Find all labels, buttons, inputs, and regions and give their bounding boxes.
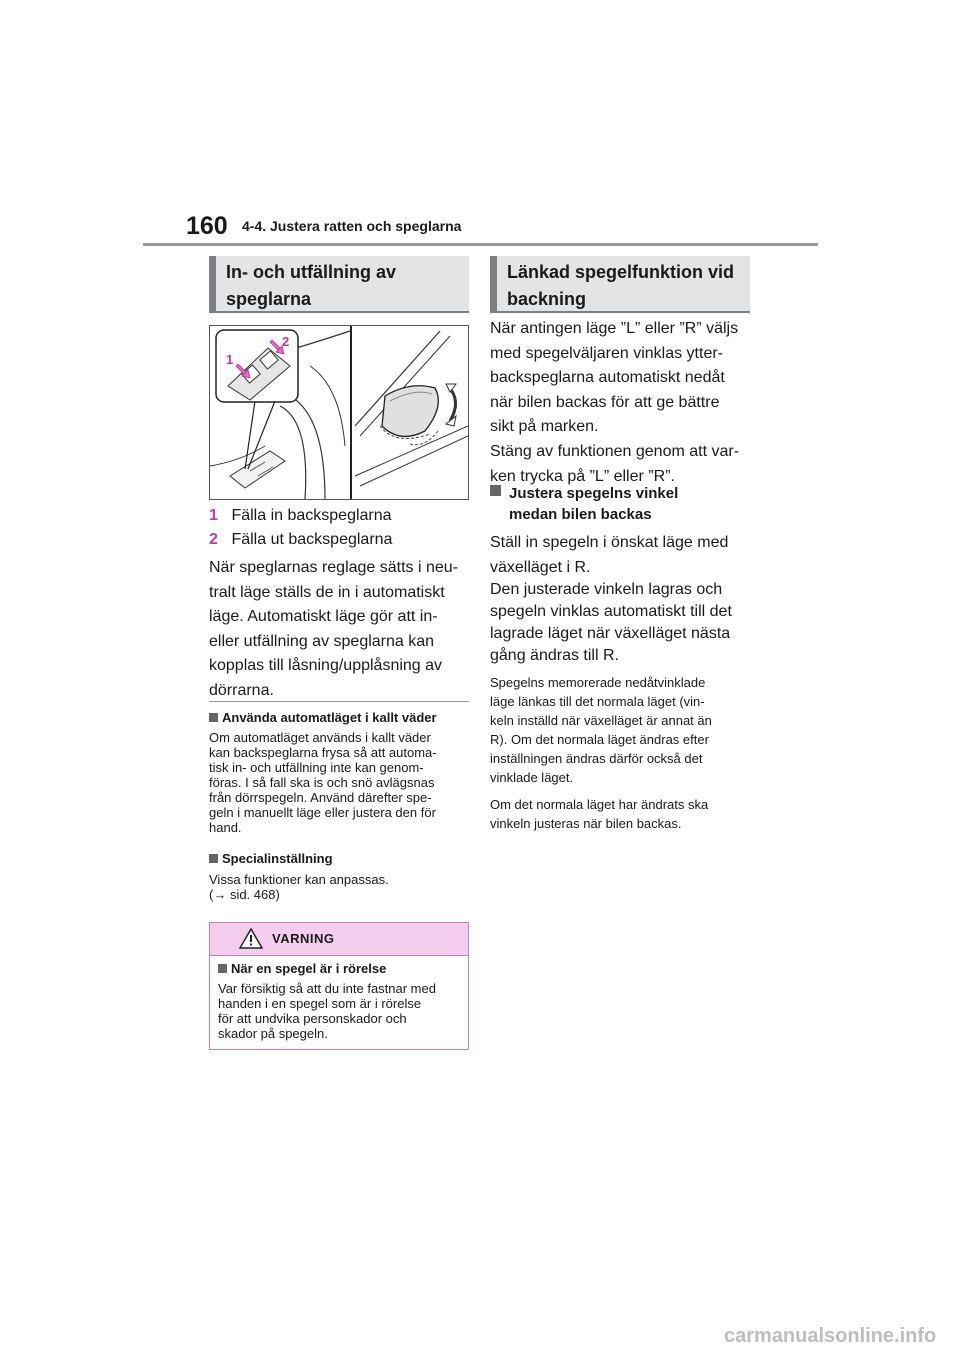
note-line: läge länkas till det normala läget (vin- (490, 694, 705, 709)
note-cold-weather (209, 709, 474, 835)
paragraph-line: Stäng av funktionen genom att var- (490, 443, 740, 460)
paragraph-line: När speglarnas reglage sätts i neu- (209, 559, 459, 576)
warning-line: Var försiktig så att du inte fastnar med (218, 981, 436, 996)
folding-paragraph (209, 556, 479, 703)
step-text: Fälla ut backspeglarna (231, 531, 393, 548)
paragraph-line: lagrade läget när växelläget nästa (490, 625, 731, 642)
mirror-illustration-svg (210, 326, 468, 499)
step-number: 1 (209, 507, 218, 524)
step-item (209, 528, 474, 552)
bullet-square-icon (490, 485, 501, 496)
mirror-illustration (209, 325, 469, 500)
reverse-note-1 (490, 673, 760, 787)
paragraph-line: spegeln vinklas automatiskt till det (490, 603, 732, 620)
reverse-note-2 (490, 795, 760, 833)
warning-triangle-icon (239, 928, 263, 949)
paragraph-line: backspeglarna automatiskt nedåt (490, 369, 725, 386)
warning-header (210, 923, 468, 956)
note-title (209, 709, 474, 727)
steps-list (209, 504, 474, 552)
note-line: vinklade läget. (490, 770, 574, 785)
reverse-paragraph-2 (490, 440, 770, 489)
note-line: hand. (209, 820, 242, 835)
paragraph-line: Ställ in spegeln i önskat läge med (490, 534, 729, 551)
note-line: Om automatläget används i kallt väder (209, 730, 431, 745)
paragraph-line: dörrarna. (209, 681, 274, 699)
sub-title-text: Justera spegelns vinkel (509, 485, 679, 502)
paragraph-line: kopplas till låsning/upplåsning av (209, 657, 443, 674)
page-number: 160 (186, 212, 228, 240)
section-title-line: speglarna (226, 289, 312, 309)
paragraph-line: tralt läge ställs de in i automatiskt (209, 583, 445, 601)
header-rule (143, 243, 818, 246)
section-title-line: backning (507, 289, 587, 309)
note-line: Om det normala läget har ändrats ska (490, 797, 709, 812)
paragraph-line: växelläget i R. (490, 558, 591, 576)
page-reference-link[interactable]: (→ sid. 468) (209, 887, 280, 902)
reverse-paragraph-3 (490, 531, 770, 580)
note-line: keln inställd när växelläget är annat än (490, 713, 712, 728)
paragraph-line: När antingen läge ”L” eller ”R” väljs (490, 320, 739, 337)
warning-label: VARNING (272, 931, 335, 946)
paragraph-line: läge. Automatiskt läge gör att in- (209, 608, 438, 625)
note-line: kan backspeglarna frysa så att automa- (209, 745, 437, 760)
warning-title-text: När en spegel är i rörelse (231, 961, 387, 976)
paragraph-line: eller utfällning av speglarna kan (209, 632, 435, 650)
note-divider (209, 701, 469, 702)
reverse-paragraph-1 (490, 317, 770, 440)
warning-line: för att undvika personskador och (218, 1011, 407, 1026)
step-text: Fälla in backspeglarna (231, 507, 392, 524)
note-line: geln i manuellt läge eller justera den för (209, 805, 436, 820)
bullet-square-icon (218, 964, 227, 973)
section-title-line: Länkad spegelfunktion vid (507, 262, 735, 282)
watermark: carmanualsonline.info (724, 1325, 937, 1347)
paragraph-line: med spegelväljaren vinklas ytter- (490, 344, 723, 362)
note-special-setting (209, 850, 474, 902)
paragraph-line: när bilen backas för att ge bättre (490, 393, 720, 411)
warning-box (209, 922, 469, 1050)
note-line: tisk in- och utfällning inte kan genom- (209, 760, 424, 775)
bullet-square-icon (209, 854, 218, 863)
section-title-line: In- och utfällning av (226, 262, 396, 282)
figure-label-2: 2 (282, 334, 290, 349)
note-line: från dörrspegeln. Använd därefter spe- (209, 790, 432, 805)
step-item (209, 504, 474, 528)
figure-label-1: 1 (226, 352, 234, 367)
paragraph-line: gång ändras till R. (490, 647, 619, 664)
paragraph-line: ken trycka på ”L” eller ”R”. (490, 467, 675, 485)
note-title (209, 850, 474, 868)
warning-line: handen i en spegel som är i rörelse (218, 996, 422, 1011)
section-title-folding (209, 256, 469, 313)
note-line: vinkeln justeras när bilen backas. (490, 816, 682, 831)
sub-section-title (490, 483, 760, 525)
warning-title (218, 960, 460, 978)
paragraph-line: Den justerade vinkeln lagras och (490, 581, 723, 598)
section-title-reverse-link (490, 256, 750, 313)
chapter-title: 4-4. Justera ratten och speglarna (242, 218, 462, 234)
note-line: inställningen ändras därför också det (490, 751, 703, 766)
warning-line: skador på spegeln. (218, 1026, 328, 1041)
note-title-text: Specialinställning (222, 851, 333, 866)
step-number: 2 (209, 531, 218, 548)
note-title-text: Använda automatläget i kallt väder (222, 710, 437, 725)
sub-title-text: medan bilen backas (509, 506, 652, 523)
reverse-paragraph-4 (490, 579, 770, 667)
note-line: föras. I så fall ska is och snö avlägsnas (209, 775, 435, 790)
note-line: Spegelns memorerade nedåtvinklade (490, 675, 706, 690)
paragraph-line: sikt på marken. (490, 418, 599, 435)
note-line: Vissa funktioner kan anpassas. (209, 872, 389, 887)
bullet-square-icon (209, 713, 218, 722)
note-line: R). Om det normala läget ändras efter (490, 732, 709, 747)
